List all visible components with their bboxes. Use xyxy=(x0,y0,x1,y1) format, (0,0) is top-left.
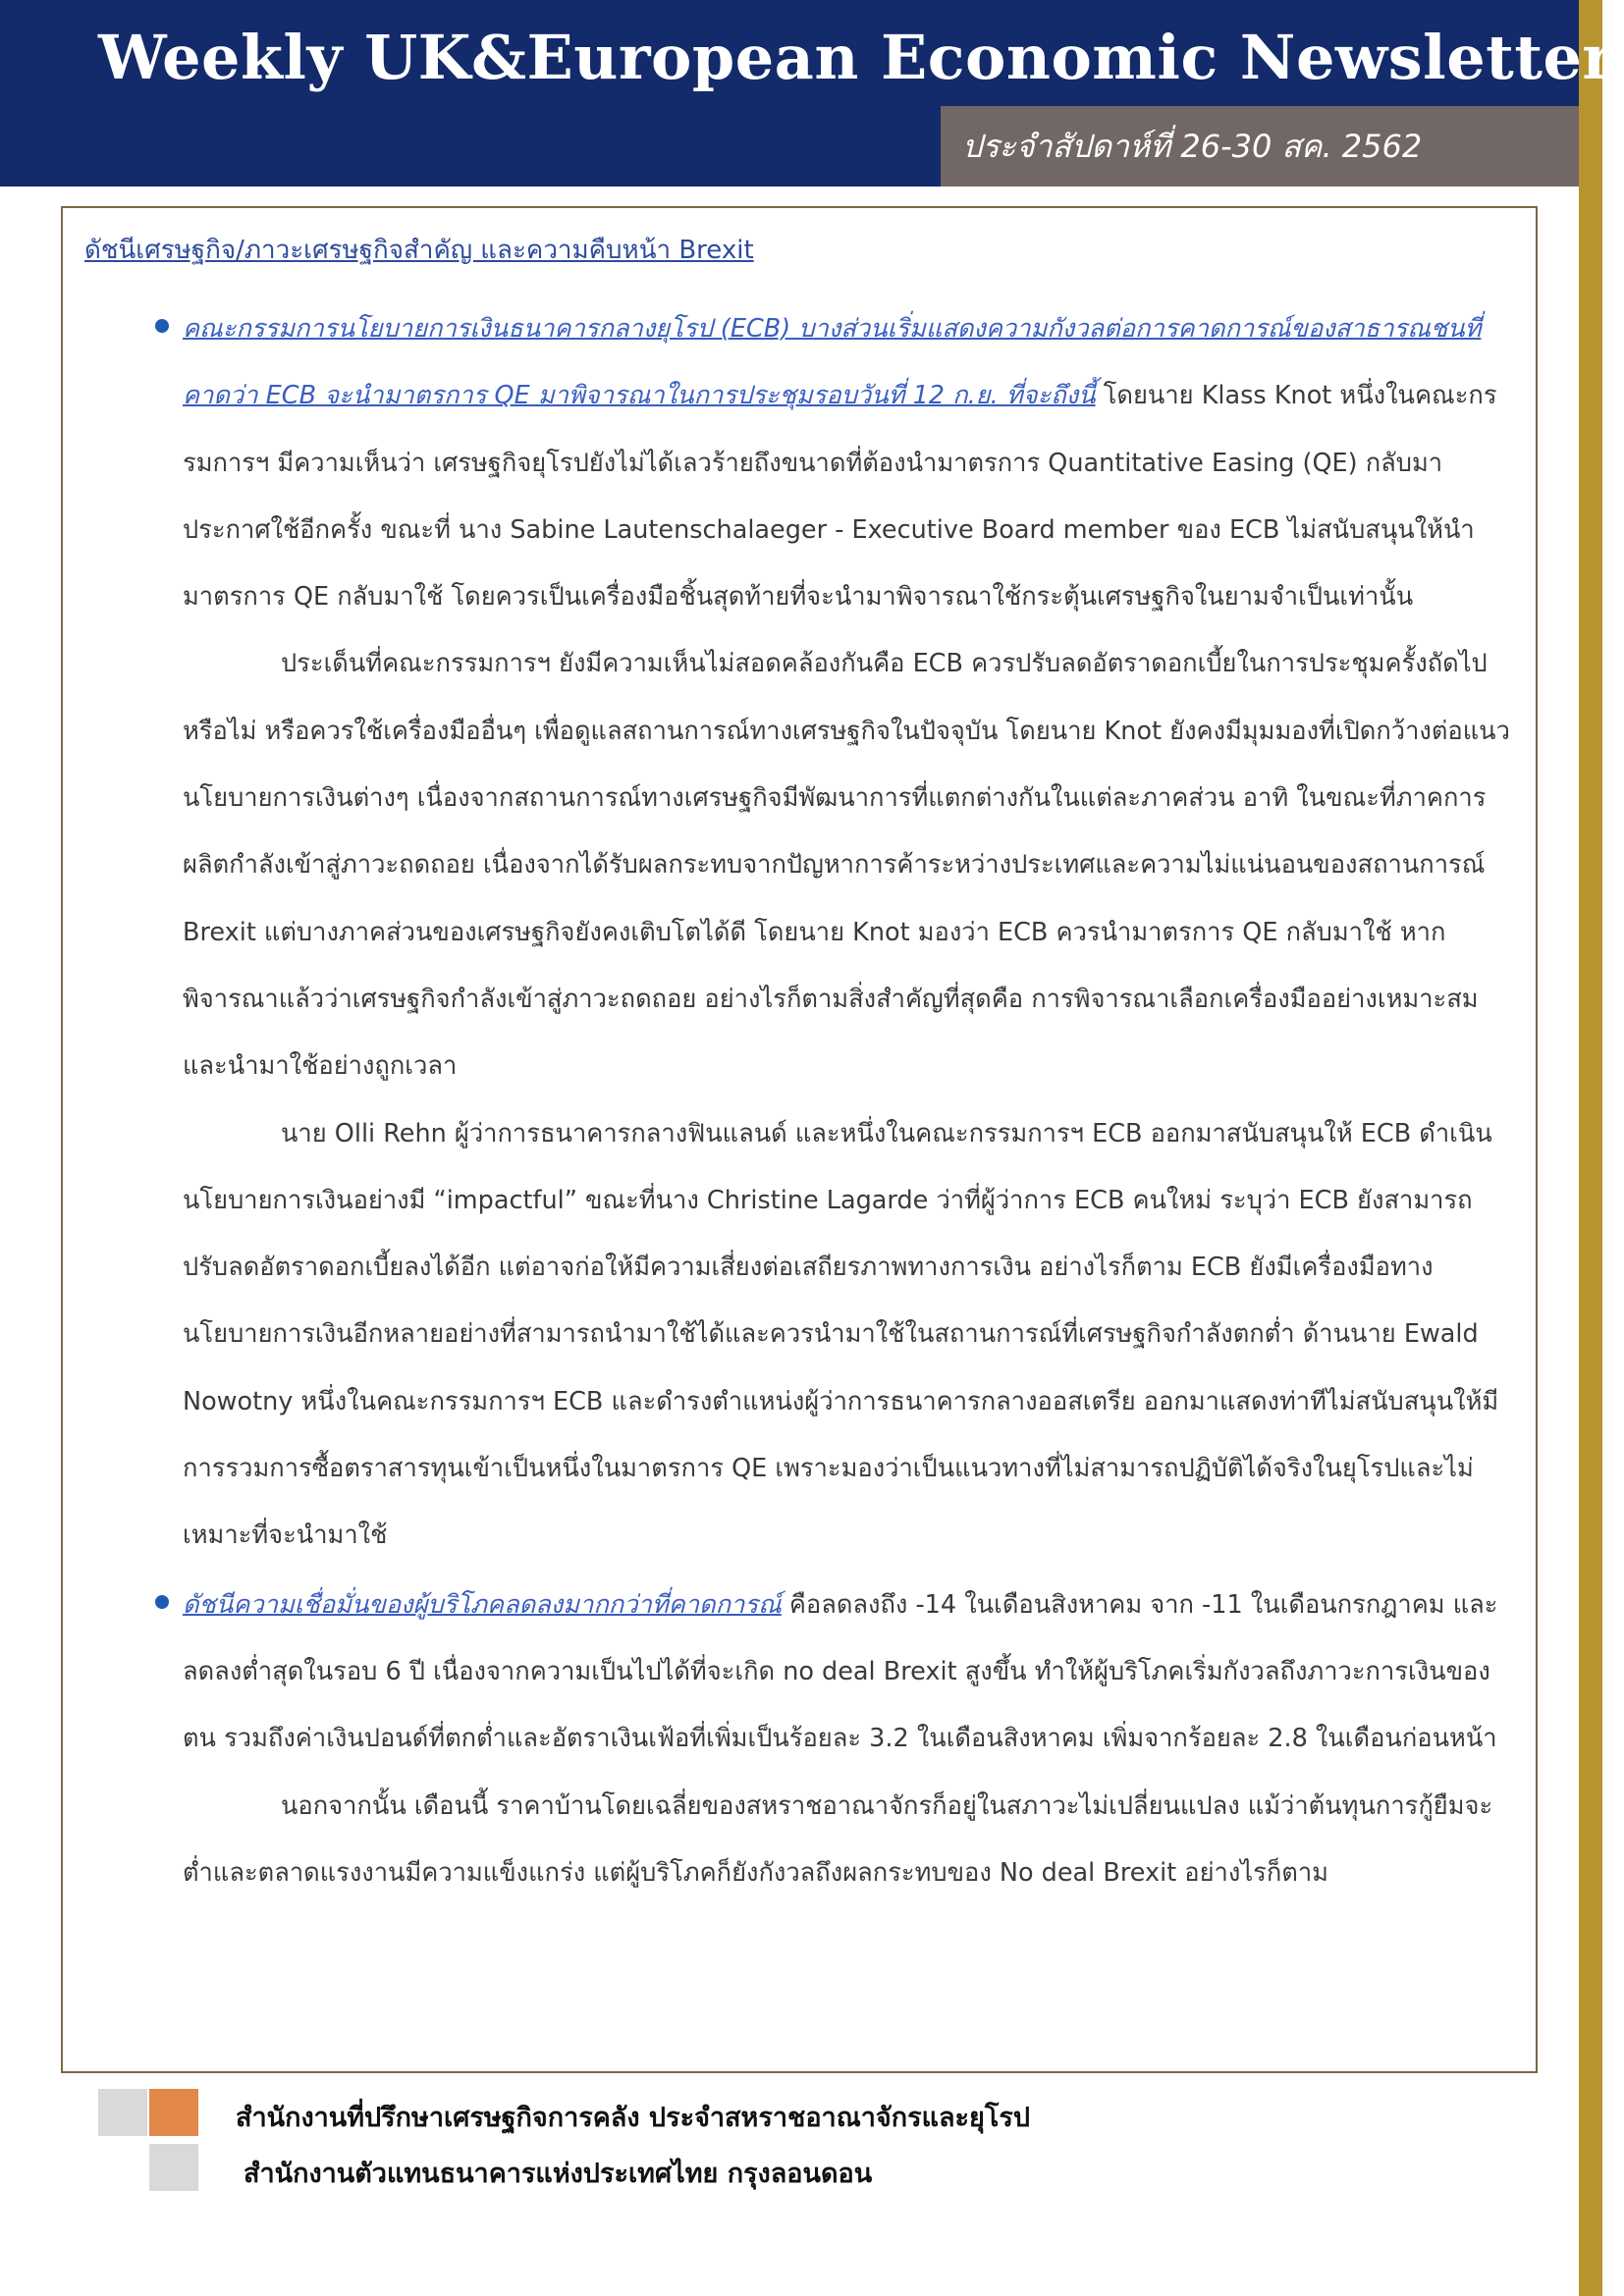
news-item-ecb xyxy=(84,295,1510,1570)
section-heading-link[interactable]: ดัชนีเศรษฐกิจ/ภาวะเศรษฐกิจสำคัญ และความคืบหน้า Brexit xyxy=(84,236,754,265)
issue-date: ประจำสัปดาห์ที่ 26-30 สค. 2562 xyxy=(962,127,1423,165)
news-item-headline-link[interactable]: คณะกรรมการนโยบายการเงินธนาคารกลางยุโรป (ECB) บางส่วนเริ่มแสดงความกังวลต่อการคาดการณ์ของสาธารณชนที่คาดว่า ECB จะนำมาตรการ QE มาพิจารณาในการประชุมรอบวันที่ 12 ก.ย. ที่จะถึงนี้ xyxy=(183,314,1482,411)
content-box xyxy=(61,206,1538,2073)
news-item-lead-paragraph xyxy=(183,295,1510,630)
news-item-headline-link[interactable]: ดัชนีความเชื่อมั่นของผู้บริโภคลดลงมากกว่าที่คาดการณ์ xyxy=(183,1589,782,1620)
footer-square-grey xyxy=(98,2089,147,2136)
footer-office-line: สำนักงานที่ปรึกษาเศรษฐกิจการคลัง ประจำสหราชอาณาจักรและยุโรป xyxy=(236,2103,1030,2133)
bullet-icon xyxy=(155,319,169,333)
news-body-paragraph: นาย Olli Rehn ผู้ว่าการธนาคารกลางฟินแลนด์ และหนึ่งในคณะกรรมการฯ ECB ออกมาสนับสนุนให้ ECB ดำเนินนโยบายการเงินอย่างมี “impactful” ขณะที่นาง Christine Lagarde ว่าที่ผู้ว่าการ ECB คนใหม่ ระบุว่า ECB ยังสามารถปรับลดอัตราดอกเบี้ยลงได้อีก แต่อาจก่อให้มีความเสี่ยงต่อเสถียรภาพทางการเงิน อย่างไรก็ตาม ECB ยังมีเครื่องมือทางนโยบายการเงินอีกหลายอย่างที่สามารถนำมาใช้ได้และควรนำมาใช้ในสถานการณ์ที่เศรษฐกิจกำลังตกต่ำ ด้านนาย Ewald Nowotny หนึ่งในคณะกรรมการฯ ECB และดำรงตำแหน่งผู้ว่าการธนาคารกลางออสเตรีย ออกมาแสดงท่าทีไม่สนับสนุนให้มีการรวมการซื้อตราสารทุนเข้าเป็นหนึ่งในมาตรการ QE เพราะมองว่าเป็นแนวทางที่ไม่สามารถปฏิบัติได้จริงในยุโรปและไม่เหมาะที่จะนำมาใช้ xyxy=(183,1118,1499,1551)
news-item-lead-text: คือลดลงถึง -14 ในเดือนสิงหาคม จาก -11 ในเดือนกรกฎาคม และลดลงต่ำสุดในรอบ 6 ปี เนื่องจากความเป็นไปได้ที่จะเกิด no deal Brexit สูงขึ้น ทำให้ผู้บริโภคเริ่มกังวลถึงภาวะการเงินของตน รวมถึงค่าเงินปอนด์ที่ตกต่ำและอัตราเงินเฟ้อที่เพิ่มเป็นร้อยละ 3.2 ในเดือนสิงหาคม เพิ่มจากร้อยละ 2.8 ในเดือนก่อนหน้า xyxy=(183,1589,1498,1754)
news-body-paragraph: ประเด็นที่คณะกรรมการฯ ยังมีความเห็นไม่สอดคล้องกันคือ ECB ควรปรับลดอัตราดอกเบี้ยในการประชุมครั้งถัดไปหรือไม่ หรือควรใช้เครื่องมืออื่นๆ เพื่อดูแลสถานการณ์ทางเศรษฐกิจในปัจจุบัน โดยนาย Knot ยังคงมีมุมมองที่เปิดกว้างต่อแนวนโยบายการเงินต่างๆ เนื่องจากสถานการณ์ทางเศรษฐกิจมีพัฒนาการที่แตกต่างกันในแต่ละภาคส่วน อาทิ ในขณะที่ภาคการผลิตกำลังเข้าสู่ภาวะถดถอย เนื่องจากได้รับผลกระทบจากปัญหาการค้าระหว่างประเทศและความไม่แน่นอนของสถานการณ์ Brexit แต่บางภาคส่วนของเศรษฐกิจยังคงเติบโตได้ดี โดยนาย Knot มองว่า ECB ควรนำมาตรการ QE กลับมาใช้ หากพิจารณาแล้วว่าเศรษฐกิจกำลังเข้าสู่ภาวะถดถอย อย่างไรก็ตามสิ่งสำคัญที่สุดคือ การพิจารณาเลือกเครื่องมืออย่างเหมาะสมและนำมาใช้อย่างถูกเวลา xyxy=(183,649,1510,1082)
gold-side-bar xyxy=(1579,0,1602,2296)
news-item-lead-paragraph xyxy=(183,1572,1510,1773)
newsletter-title: Weekly UK&European Economic Newsletter xyxy=(98,22,1615,93)
footer-square-orange xyxy=(149,2089,198,2136)
news-list xyxy=(84,295,1510,1906)
date-box xyxy=(941,106,1579,187)
news-body-paragraph: นอกจากนั้น เดือนนี้ ราคาบ้านโดยเฉลี่ยของสหราชอาณาจักรก็อยู่ในสภาวะไม่เปลี่ยนแปลง แม้ว่าต้นทุนการกู้ยืมจะต่ำและตลาดแรงงานมีความแข็งแกร่ง แต่ผู้บริโภคก็ยังกังวลถึงผลกระทบของ No deal Brexit อย่างไรก็ตาม xyxy=(183,1790,1493,1888)
footer-square-grey xyxy=(149,2144,198,2191)
news-item-consumer-confidence xyxy=(84,1572,1510,1906)
footer-bot-line: สำนักงานตัวแทนธนาคารแห่งประเทศไทย กรุงลอนดอน xyxy=(244,2159,873,2189)
footer-logo-squares xyxy=(98,2089,206,2199)
news-item-lead-text: โดยนาย Klass Knot หนึ่งในคณะกรรมการฯ มีความเห็นว่า เศรษฐกิจยุโรปยังไม่ได้เลวร้ายถึงขนาดที่ต้องนำมาตรการ Quantitative Easing (QE) กลับมาประกาศใช้อีกครั้ง ขณะที่ นาง Sabine Lautenschalaeger - Executive Board member ของ ECB ไม่สนับสนุนให้นำมาตรการ QE กลับมาใช้ โดยควรเป็นเครื่องมือชิ้นสุดท้ายที่จะนำมาพิจารณาใช้กระตุ้นเศรษฐกิจในยามจำเป็นเท่านั้น xyxy=(183,381,1497,613)
bullet-icon xyxy=(155,1595,169,1609)
